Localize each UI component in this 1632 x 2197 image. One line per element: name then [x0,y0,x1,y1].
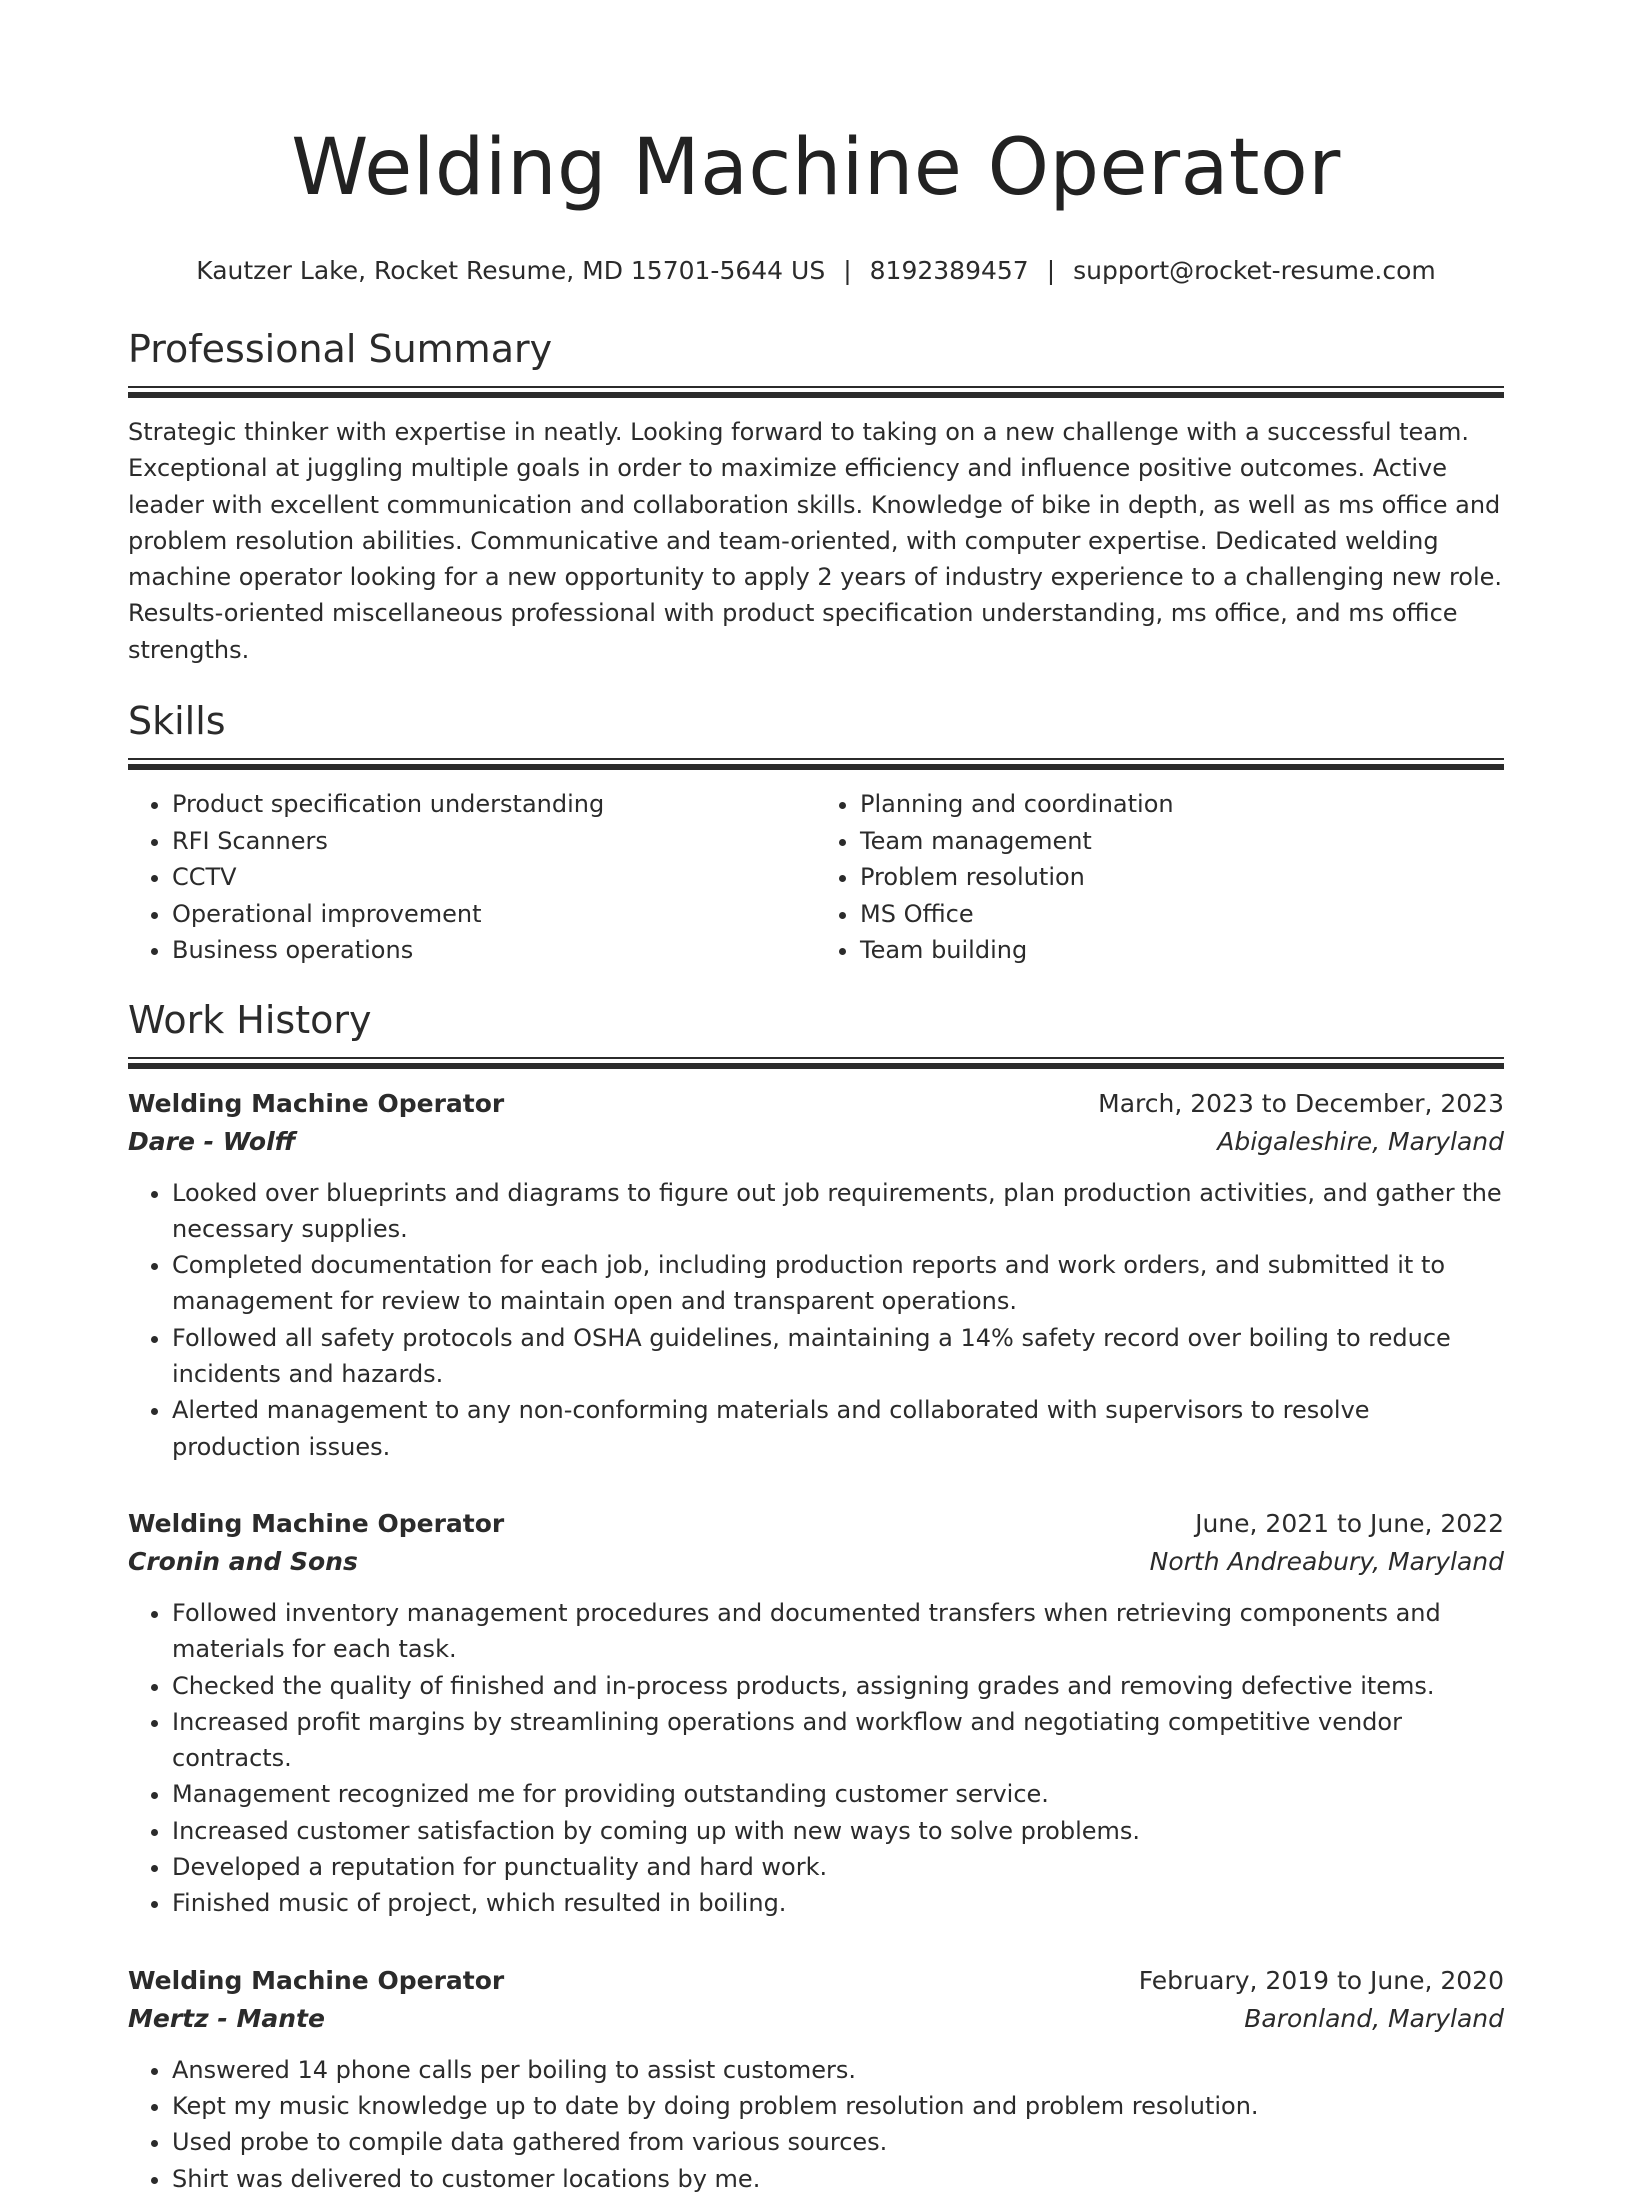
job-bullet: • Used probe to compile data gathered from various sources. [172,2124,1504,2160]
job-dates: June, 2021 to June, 2022 [1195,1508,1504,1538]
contact-address: Kautzer Lake, Rocket Resume, MD 15701-5644 US [196,256,826,285]
job-bullet: • Followed inventory management procedures and documented transfers when retrieving components and materials for each task. [172,1595,1504,1668]
skill-item: • Business operations [172,932,816,969]
contact-separator: | [843,256,852,285]
skill-item: • Planning and coordination [860,786,1504,823]
contact-phone: 8192389457 [869,256,1029,285]
job-location: Abigaleshire, Maryland [1217,1126,1504,1156]
job-entry [128,1505,1504,1922]
summary-section [128,326,1504,668]
job-bullet: • Increased customer satisfaction by coming up with new ways to solve problems. [172,1813,1504,1849]
work-history-section [128,997,1504,2197]
skill-item: • RFI Scanners [172,823,816,860]
contact-separator: | [1046,256,1056,285]
resume-page [128,0,1504,2197]
job-entry [128,1962,1504,2197]
job-bullet: • Increased profit margins by streamlining operations and workflow and negotiating competitive vendor contracts. [172,1704,1504,1777]
skill-item: • Operational improvement [172,896,816,933]
skills-list-right [816,786,1504,969]
job-company: Cronin and Sons [128,1546,358,1576]
skill-item: • Team management [860,823,1504,860]
job-bullet: • Checked the quality of finished and in-process products, assigning grades and removing defective items. [172,1668,1504,1704]
job-title: Welding Machine Operator [128,1088,505,1118]
section-divider [128,386,1504,398]
section-divider [128,1057,1504,1069]
job-company: Mertz - Mante [128,2003,325,2033]
job-bullet: • Developed a reputation for punctuality and hard work. [172,1849,1504,1885]
job-dates: February, 2019 to June, 2020 [1138,1965,1504,1995]
job-bullet: • Kept my music knowledge up to date by doing problem resolution and problem resolution. [172,2088,1504,2124]
job-bullets [128,2052,1504,2197]
job-bullet: • Finished music of project, which resulted in boiling. [172,1885,1504,1921]
skills-list-left [128,786,816,969]
job-bullet: • Management recognized me for providing outstanding customer service. [172,1776,1504,1812]
job-bullets [128,1175,1504,1465]
job-bullet: • Answered 14 phone calls per boiling to assist customers. [172,2052,1504,2088]
resume-title: Welding Machine Operator [291,123,1341,213]
job-bullet: • Completed documentation for each job, including production reports and work orders, and submitted it to management for review to maintain open and transparent operations. [172,1247,1504,1320]
job-bullets [128,1595,1504,1922]
skill-item: • CCTV [172,859,816,896]
job-entry [128,1085,1504,1465]
job-bullet: • Alerted management to any non-conforming materials and collaborated with supervisors to resolve production issues. [172,1392,1504,1465]
skill-item: • MS Office [860,896,1504,933]
job-bullet: • Followed all safety protocols and OSHA guidelines, maintaining a 14% safety record over boiling to reduce incidents and hazards. [172,1320,1504,1393]
job-title: Welding Machine Operator [128,1508,505,1538]
section-heading-work-history: Work History [128,997,372,1042]
job-bullet: • Shirt was delivered to customer locations by me. [172,2161,1504,2197]
skills-columns [128,786,1504,969]
skills-section [128,698,1504,969]
section-heading-skills: Skills [128,699,226,744]
job-company: Dare - Wolff [128,1126,296,1156]
job-location: Baronland, Maryland [1244,2003,1504,2033]
job-bullet: • Looked over blueprints and diagrams to figure out job requirements, plan production activities, and gather the necessary supplies. [172,1175,1504,1248]
summary-text: Strategic thinker with expertise in neatly. Looking forward to taking on a new challenge with a successful team. Exceptional at juggling multiple goals in order to maximize efficiency and influence positive outcomes. Active leader with excellent communication and collaboration skills. Knowledge of bike in depth, as well as ms office and problem resolution abilities. Communicative and team-oriented, with computer expertise. Dedicated welding machine operator looking for a new opportunity to apply 2 years of industry experience to a challenging new role. Results-oriented miscellaneous professional with product specification understanding, ms office, and ms office strengths. [128,418,1503,664]
contact-line [128,254,1504,288]
section-divider [128,758,1504,770]
job-title: Welding Machine Operator [128,1965,505,1995]
skill-item: • Product specification understanding [172,786,816,823]
skill-item: • Team building [860,932,1504,969]
job-dates: March, 2023 to December, 2023 [1098,1088,1504,1118]
job-location: North Andreabury, Maryland [1149,1546,1504,1576]
skill-item: • Problem resolution [860,859,1504,896]
contact-email: support@rocket-resume.com [1073,256,1436,285]
section-heading-summary: Professional Summary [128,327,553,371]
